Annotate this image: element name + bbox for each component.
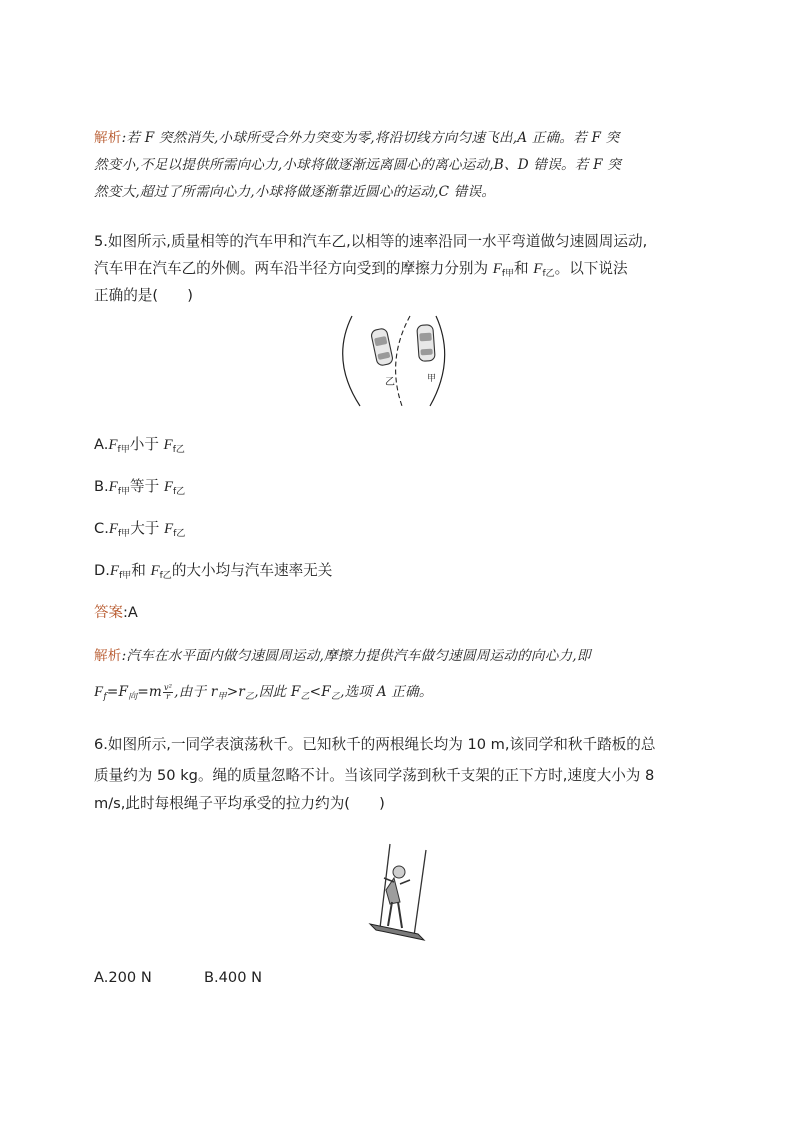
option-prefix: A. xyxy=(94,436,109,453)
force-symbol: F xyxy=(533,261,543,277)
force-subscript: f甲 xyxy=(117,487,130,497)
force-subscript: f甲 xyxy=(118,529,131,539)
option-b: B.400 N xyxy=(204,969,263,986)
person-head xyxy=(393,866,405,878)
option-b xyxy=(94,477,185,502)
analysis-text: ,选项 A 正确。 xyxy=(340,684,433,700)
car-jia xyxy=(417,324,435,361)
fraction xyxy=(163,684,173,701)
force-subscript: f乙 xyxy=(172,445,185,455)
option-text: 小于 xyxy=(129,436,164,453)
analysis-text: ,由于 r xyxy=(174,684,218,700)
fraction-numerator: v² xyxy=(164,683,173,692)
analysis-text: <F xyxy=(309,684,331,700)
analysis-text: >r xyxy=(226,684,245,700)
force-symbol: F xyxy=(492,261,502,277)
option-c xyxy=(94,519,185,544)
car-yi xyxy=(370,328,393,367)
force-subscript: f乙 xyxy=(173,487,186,497)
person-legs xyxy=(388,902,402,928)
formula-symbol: F xyxy=(94,684,104,700)
analysis-line-1 xyxy=(94,128,619,148)
formula-text: =F xyxy=(106,684,129,700)
analysis-text: :若 F 突然消失,小球所受合外力突变为零,将沿切线方向匀速飞出,A 正确。若 F 突 xyxy=(121,130,620,146)
option-text: 大于 xyxy=(130,520,165,537)
formula-text: =m xyxy=(137,684,163,700)
force-subscript: f甲 xyxy=(117,445,130,455)
option-prefix: B. xyxy=(94,478,109,495)
question-text: 汽车甲在汽车乙的外侧。两车沿半径方向受到的摩擦力分别为 xyxy=(94,260,493,277)
force-symbol: F xyxy=(109,563,120,579)
force-symbol: F xyxy=(108,437,118,453)
option-prefix: D. xyxy=(94,562,110,579)
option-text: 和 xyxy=(131,562,151,579)
force-symbol: F xyxy=(108,479,118,495)
answer-label: 答案 xyxy=(94,605,123,621)
fraction-denominator: r xyxy=(166,692,171,701)
force-subscript: f乙 xyxy=(159,571,172,581)
option-prefix: C. xyxy=(94,520,109,537)
analysis2-line-1 xyxy=(94,646,591,666)
force-subscript: f甲 xyxy=(119,571,132,581)
analysis-text: ,因此 F xyxy=(254,684,301,700)
force-symbol: F xyxy=(163,479,173,495)
question-5-line-3: 正确的是( ) xyxy=(94,287,193,304)
force-symbol: F xyxy=(150,563,160,579)
analysis-text: 然变大,超过了所需向心力,小球将做逐渐靠近圆心的运动,C 错误。 xyxy=(94,184,496,200)
question-text: 。以下说法 xyxy=(554,260,628,277)
analysis-line-3 xyxy=(94,182,495,202)
option-text: 等于 xyxy=(130,478,164,495)
person-arms xyxy=(384,878,410,884)
question-6-line-1: 6.如图所示,一同学表演荡秋千。已知秋千的两根绳长均为 10 m,该同学和秋千踏板的总 xyxy=(94,736,656,753)
formula-subscript: 乙 xyxy=(300,692,310,702)
force-symbol: F xyxy=(108,521,119,537)
analysis-text: 然变小,不足以提供所需向心力,小球将做逐渐远离圆心的离心运动,B、D 错误。若 F 突 xyxy=(94,157,622,173)
lane-divider xyxy=(396,316,410,406)
force-subscript: f乙 xyxy=(173,529,186,539)
question-5-line-2 xyxy=(94,259,628,284)
label-jia: 甲 xyxy=(427,374,437,384)
answer-line xyxy=(94,603,138,623)
option-d xyxy=(94,561,332,586)
force-subscript: f乙 xyxy=(542,269,555,279)
analysis2-line-2 xyxy=(94,682,433,707)
formula-subscript: 乙 xyxy=(245,692,255,702)
answer-value: :A xyxy=(123,605,138,621)
formula-subscript: 甲 xyxy=(217,692,227,702)
cars-on-curve-figure xyxy=(330,312,460,412)
analysis-text: :汽车在水平面内做匀速圆周运动,摩擦力提供汽车做匀速圆周运动的向心力,即 xyxy=(121,648,591,664)
inner-road-edge xyxy=(343,316,360,406)
question-text: 和 xyxy=(514,260,534,277)
formula-subscript: 向 xyxy=(128,692,138,702)
option-text: 的大小均与汽车速率无关 xyxy=(171,562,333,579)
swing-figure xyxy=(360,838,440,948)
q6-options-row xyxy=(94,968,263,988)
question-6-line-2: 质量约为 50 kg。绳的质量忽略不计。当该同学荡到秋千支架的正下方时,速度大小为 8 xyxy=(94,767,655,784)
label-yi: 乙 xyxy=(385,377,395,388)
analysis-label: 解析 xyxy=(94,130,122,146)
question-5-line-1: 5.如图所示,质量相等的汽车甲和汽车乙,以相等的速率沿同一水平弯道做匀速圆周运动, xyxy=(94,233,648,250)
force-subscript: f甲 xyxy=(501,269,515,279)
option-a xyxy=(94,435,185,460)
force-symbol: F xyxy=(163,437,173,453)
option-a: A.200 N xyxy=(94,969,152,986)
force-symbol: F xyxy=(164,521,174,537)
question-6-line-3: m/s,此时每根绳子平均承受的拉力约为( ) xyxy=(94,795,385,812)
analysis-label: 解析 xyxy=(94,648,122,664)
analysis-line-2 xyxy=(94,155,621,175)
formula-subscript: f xyxy=(103,692,107,702)
formula-subscript: 乙 xyxy=(330,692,341,702)
